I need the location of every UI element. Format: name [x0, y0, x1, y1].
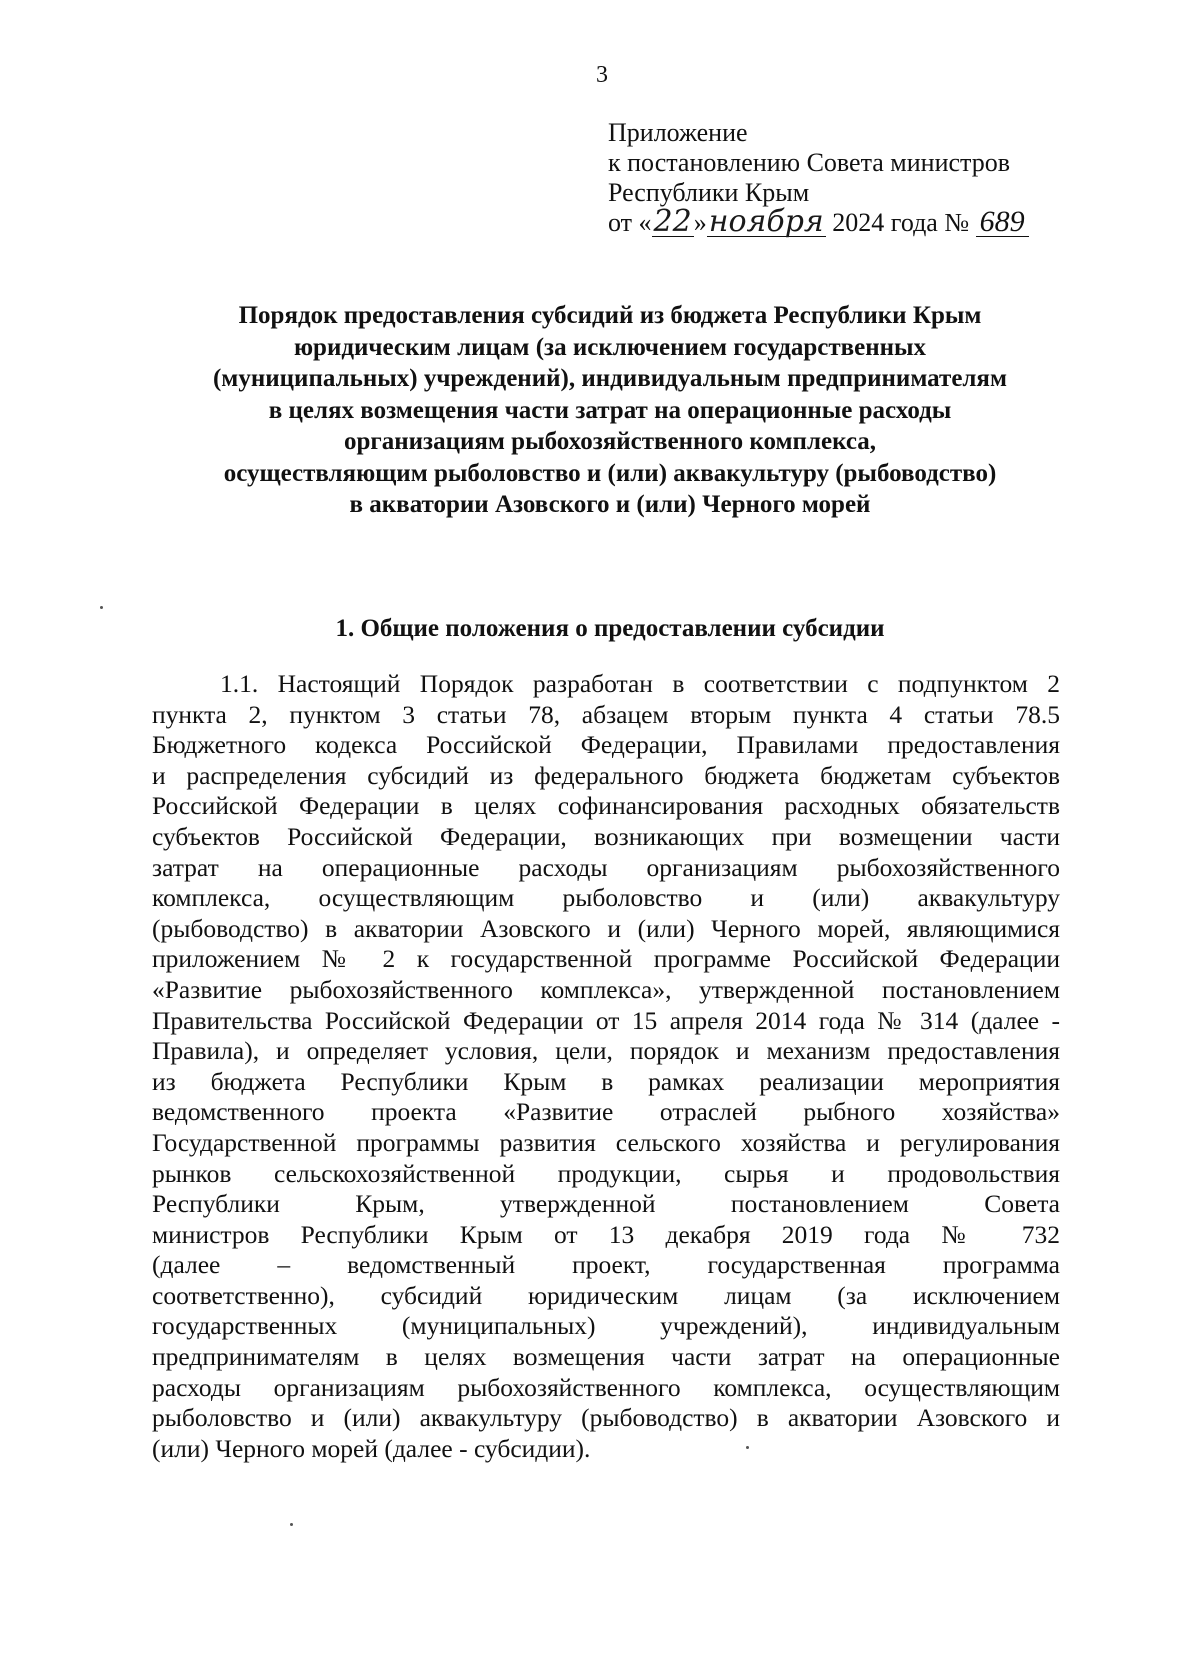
- title-line: юридическим лицам (за исключением государственных: [293, 333, 927, 361]
- scan-speck: [290, 1523, 293, 1526]
- paragraph-line: ведомственного проекта «Развитие отраслей рыбного хозяйства»: [152, 1097, 1060, 1127]
- appendix-republic-line: Республики Крым: [608, 178, 810, 207]
- handwritten-day: 22: [653, 204, 692, 239]
- paragraph-line: Бюджетного кодекса Российской Федерации, Правилами предоставления: [152, 730, 1060, 760]
- paragraph-line: Российской Федерации в целях софинансирования расходных обязательств: [152, 791, 1060, 821]
- paragraph-line: и распределения субсидий из федерального бюджета бюджетам субъектов: [152, 760, 1060, 790]
- page-number: 3: [596, 62, 608, 88]
- appendix-date-line: [608, 204, 1029, 239]
- title-line: организациям рыбохозяйственного комплекса,: [343, 428, 877, 455]
- handwritten-doc-number: 689: [976, 208, 1029, 237]
- date-mid: »: [693, 208, 707, 237]
- title-line: Порядок предоставления субсидий из бюджета Республики Крым: [238, 302, 982, 329]
- appendix-title: Приложение: [608, 118, 748, 147]
- paragraph-line: рынков сельскохозяйственной продукции, сырья и продовольствия: [152, 1158, 1060, 1188]
- title-line: (муниципальных) учреждений), индивидуальным предпринимателям: [212, 365, 1007, 392]
- paragraph-line: предпринимателям в целях возмещения части затрат на операционные: [152, 1342, 1060, 1372]
- paragraph-line: рыболовство и (или) аквакультуру (рыбоводство) в акватории Азовского и: [152, 1403, 1060, 1433]
- paragraph-line: Правительства Российской Федерации от 15 апреля 2014 года № 314 (далее -: [152, 1005, 1060, 1035]
- title-line: в целях возмещения части затрат на операционные расходы: [268, 396, 952, 424]
- paragraph-line: (или) Черного морей (далее - субсидии).: [152, 1433, 591, 1463]
- paragraph-line: государственных (муниципальных) учреждений), индивидуальным: [152, 1311, 1060, 1341]
- paragraph-line: субъектов Российской Федерации, возникающих при возмещении части: [152, 821, 1060, 851]
- paragraph-line: Правила), и определяет условия, цели, порядок и механизм предоставления: [152, 1036, 1060, 1066]
- paragraph-line: Республики Крым, утвержденной постановлением Совета: [152, 1189, 1060, 1219]
- paragraph-line: Государственной программы развития сельского хозяйства и регулирования: [152, 1127, 1060, 1157]
- appendix-resolution-line: к постановлению Совета министров: [608, 148, 1010, 177]
- paragraph-line: затрат на операционные расходы организациям рыбохозяйственного: [152, 852, 1060, 882]
- paragraph-line: 1.1. Настоящий Порядок разработан в соответствии с подпунктом 2: [220, 669, 1060, 698]
- title-line: осуществляющим рыболовство и (или) аквакультуру (рыбоводство): [223, 459, 997, 487]
- paragraph-line: комплекса, осуществляющим рыболовство и (или) аквакультуру: [152, 883, 1060, 913]
- paragraph-line: соответственно), субсидий юридическим лицам (за исключением: [152, 1280, 1060, 1310]
- section-heading: 1. Общие положения о предоставлении субсидии: [335, 615, 885, 642]
- paragraph-line: из бюджета Республики Крым в рамках реализации мероприятия: [152, 1066, 1060, 1096]
- handwritten-month: ноября: [708, 204, 824, 239]
- date-prefix: от «: [608, 208, 652, 237]
- appendix-block: [608, 118, 1029, 238]
- title-line: в акватории Азовского и (или) Черного морей: [349, 491, 871, 518]
- paragraph-line: пункта 2, пунктом 3 статьи 78, абзацем вторым пункта 4 статьи 78.5: [152, 699, 1060, 729]
- paragraph-line: «Развитие рыбохозяйственного комплекса», утвержденной постановлением: [152, 974, 1060, 1004]
- paragraph-1-1: [152, 669, 1060, 1464]
- paragraph-line: расходы организациям рыбохозяйственного комплекса, осуществляющим: [152, 1372, 1060, 1402]
- paragraph-line: министров Республики Крым от 13 декабря 2019 года № 732: [152, 1219, 1060, 1249]
- date-suffix: 2024 года №: [825, 208, 976, 237]
- scan-speck: [746, 1446, 749, 1449]
- paragraph-line: (рыбоводство) в акватории Азовского и (или) Черного морей, являющимися: [152, 913, 1060, 943]
- paragraph-line: (далее – ведомственный проект, государственная программа: [152, 1250, 1060, 1280]
- paragraph-line: приложением № 2 к государственной программе Российской Федерации: [152, 944, 1060, 974]
- scan-speck: [100, 606, 103, 609]
- document-title: [150, 300, 1070, 521]
